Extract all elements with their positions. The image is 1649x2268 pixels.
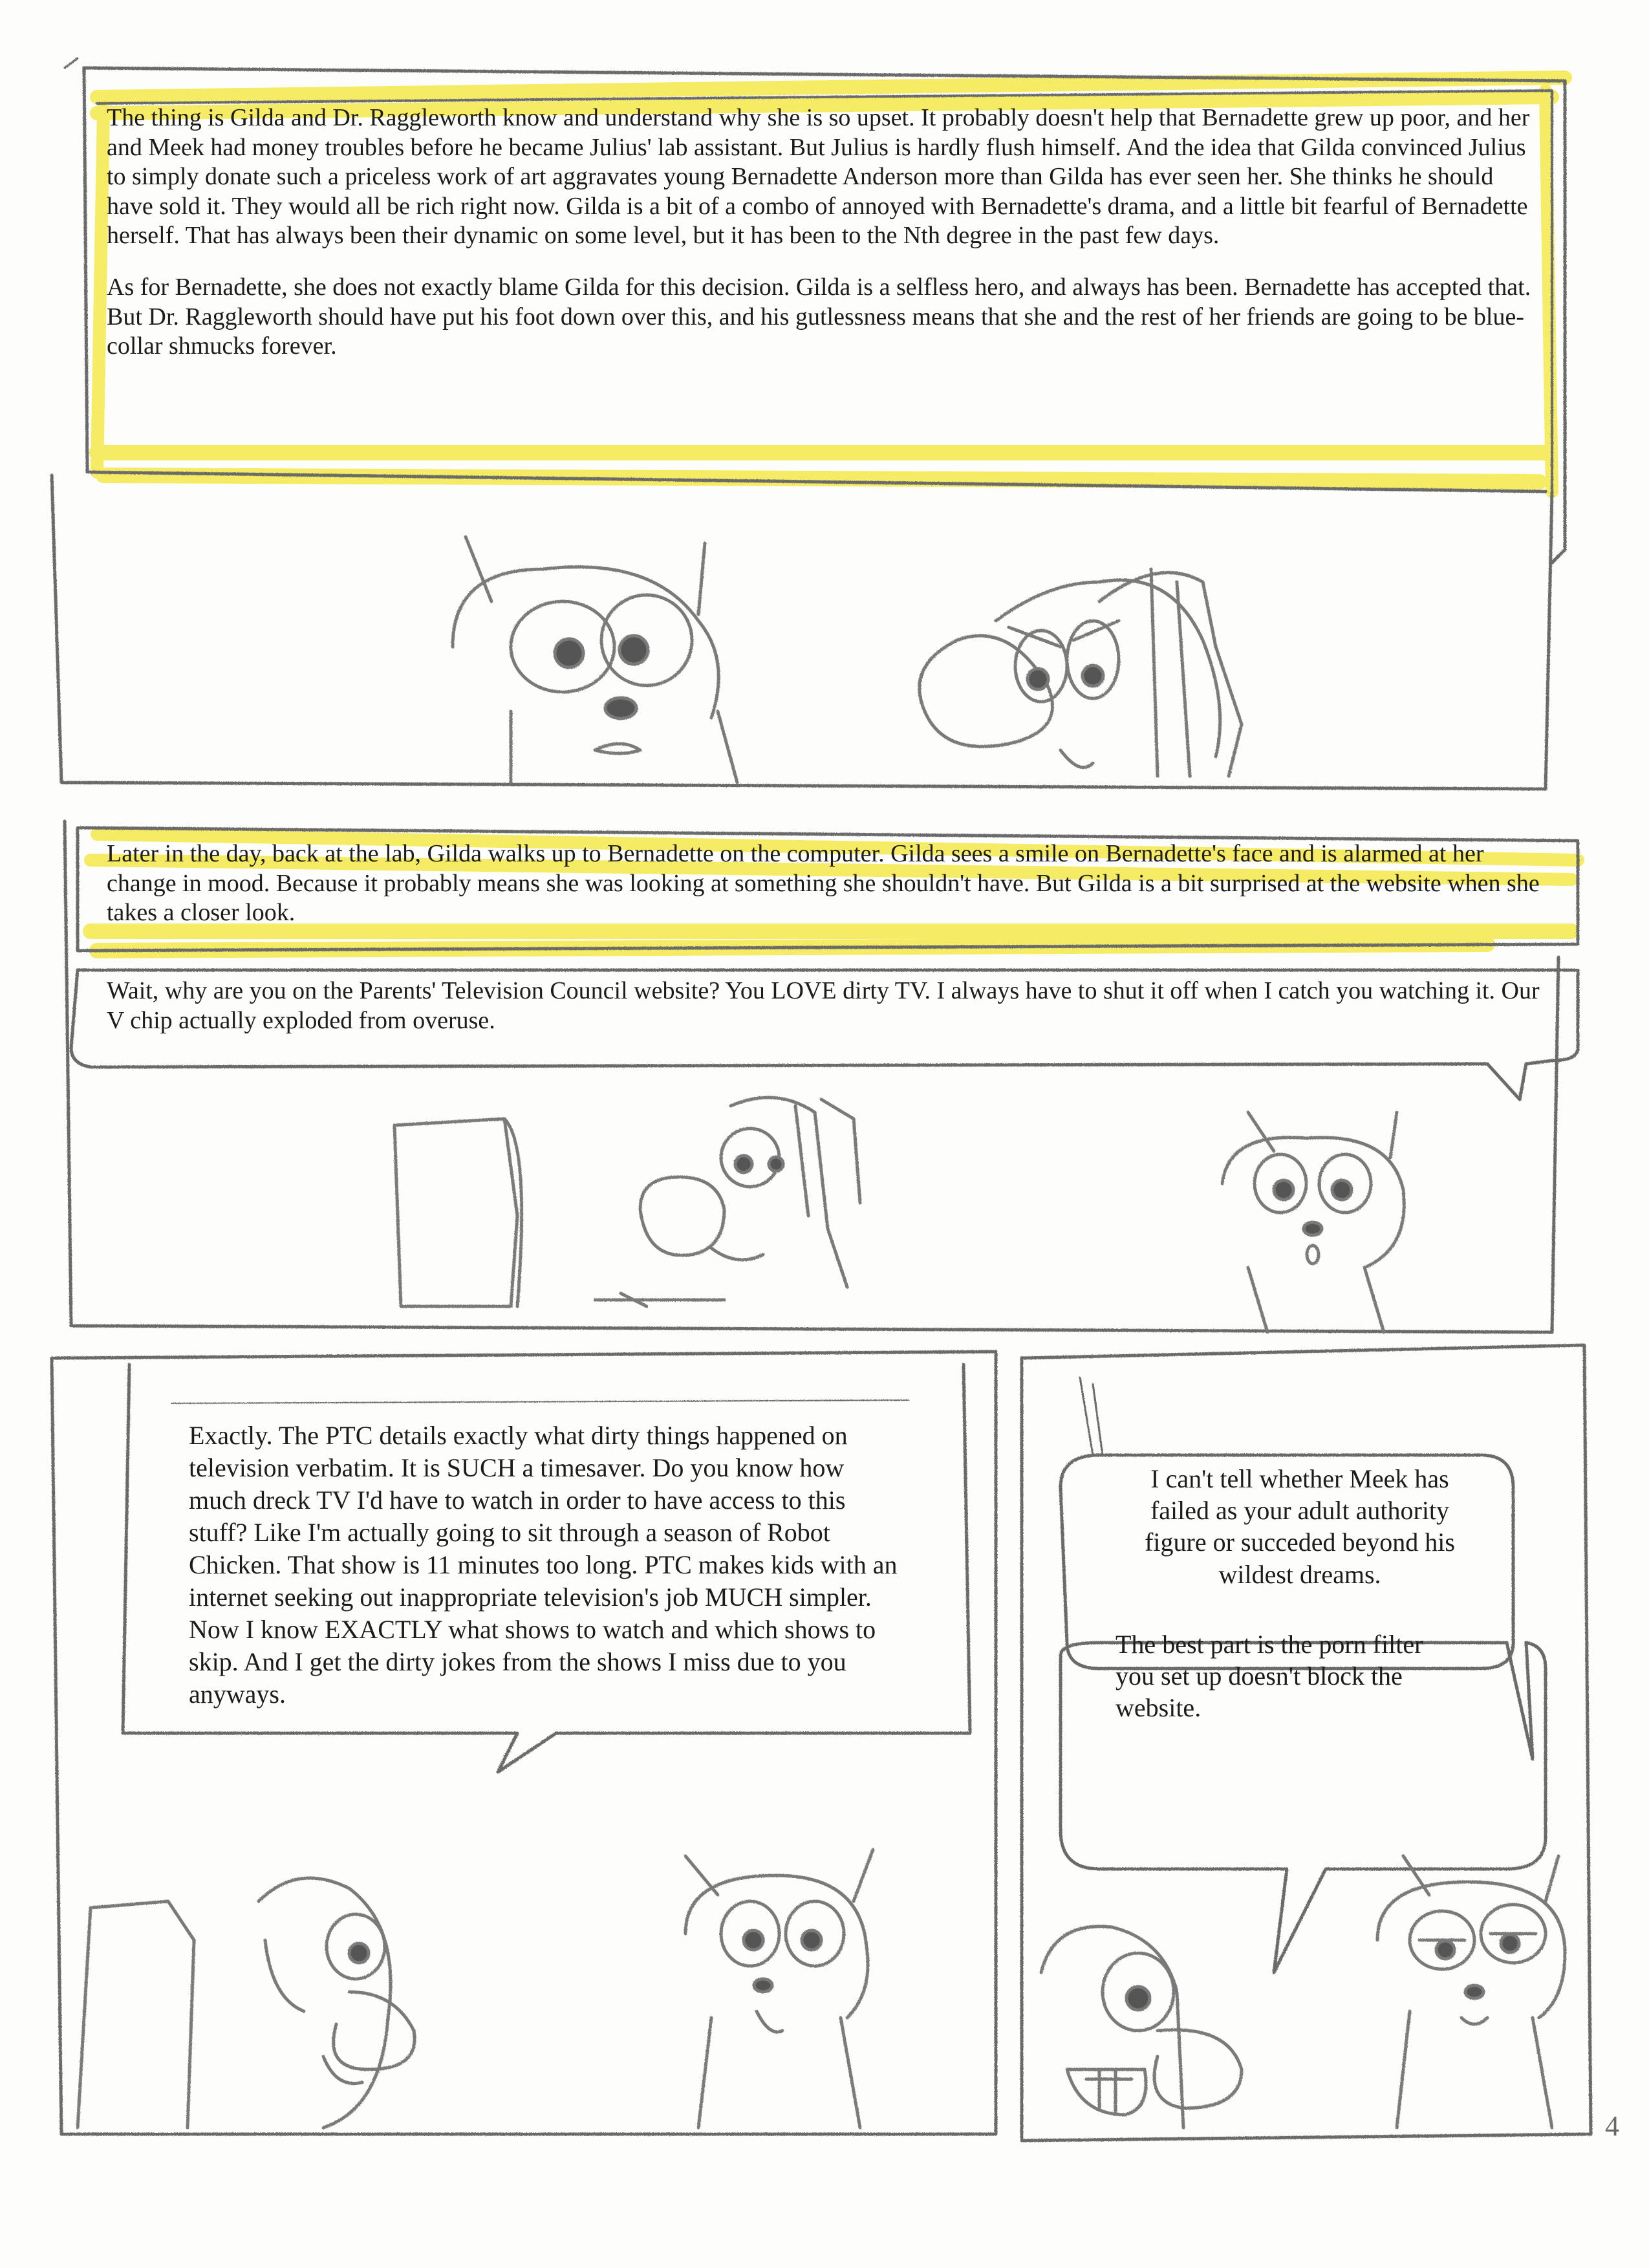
narration-box-2: [107, 839, 1555, 928]
speech-line: I can't tell whether Meek has failed as your adult authority figure or succeded beyond his wildest dreams.: [1145, 1464, 1455, 1589]
narration-paragraph: Later in the day, back at the lab, Gilda walks up to Bernadette on the computer. Gilda sees a smile on Bernadette's face and is alarmed at her change in mood. Because it probably means she was looking at something she shouldn't have. But Gilda is a bit surprised at the website when she takes a closer look.: [107, 840, 1540, 927]
page-number: 4: [1605, 2110, 1619, 2142]
speech-line: The best part is the porn filter you set up doesn't block the website.: [1116, 1630, 1423, 1723]
gilda-cat-drawing: [1377, 1856, 1565, 2128]
panel-1-border: [52, 475, 1552, 789]
gilda-cat-drawing: [685, 1850, 873, 2128]
speech-text-gilda-2: [1119, 1463, 1481, 1590]
narration-paragraph: The thing is Gilda and Dr. Raggleworth know and understand why she is so upset. It probably doesn't help that Bernadette grew up poor, and her and Meek had money troubles before he became Julius' lab assistant. But Julius is hardly flush himself. And the idea that Gilda convinced Julius to simply donate such a priceless work of art aggravates young Bernadette Anderson more than Gilda has ever seen her. She thinks he should have sold it. They would all be rich right now. Gilda is a bit of a combo of annoyed with Bernadette's drama, and a little bit fearful of Bernadette herself. That has always been their dynamic on some level, but it has been to the Nth degree in the past few days.: [107, 104, 1530, 250]
narration-box-1: [107, 103, 1539, 362]
speech-line: Exactly. The PTC details exactly what dirty things happened on television verbatim. It is SUCH a timesaver. Do you know how much dreck TV I'd have to watch in order to have access to this stuff? Like I'm actually going to sit through a season of Robot Chicken. That show is 11 minutes too long. PTC makes kids with an internet seeking out inappropriate television's job MUCH simpler. Now I know EXACTLY what shows to watch and which shows to skip. And I get the dirty jokes from the shows I miss due to you anyways.: [189, 1421, 898, 1709]
speech-text-gilda-1: [107, 977, 1555, 1035]
narration-paragraph: As for Bernadette, she does not exactly blame Gilda for this decision. Gilda is a selfless hero, and always has been. Bernadette has accepted that. But Dr. Raggleworth should have put his foot down over this, and his gutlessness means that she and the rest of her friends are going to be blue-collar shmucks forever.: [107, 273, 1531, 360]
speech-text-bernadette-1: [189, 1420, 907, 1711]
bernadette-drawing: [78, 1878, 415, 2128]
gilda-cat-drawing: [453, 537, 737, 783]
bernadette-drawing: [920, 569, 1242, 776]
panel-1-border-left: [84, 68, 87, 472]
speech-line: Wait, why are you on the Parents' Television Council website? You LOVE dirty TV. I always have to shut it off when I catch you watching it. Our V chip actually exploded from overuse.: [107, 977, 1540, 1034]
speech-text-bernadette-2: [1116, 1628, 1465, 1724]
bernadette-grinning-drawing: [1041, 1927, 1242, 2128]
bernadette-at-computer-drawing: [394, 1097, 860, 1306]
gilda-cat-drawing: [1222, 1112, 1404, 1332]
